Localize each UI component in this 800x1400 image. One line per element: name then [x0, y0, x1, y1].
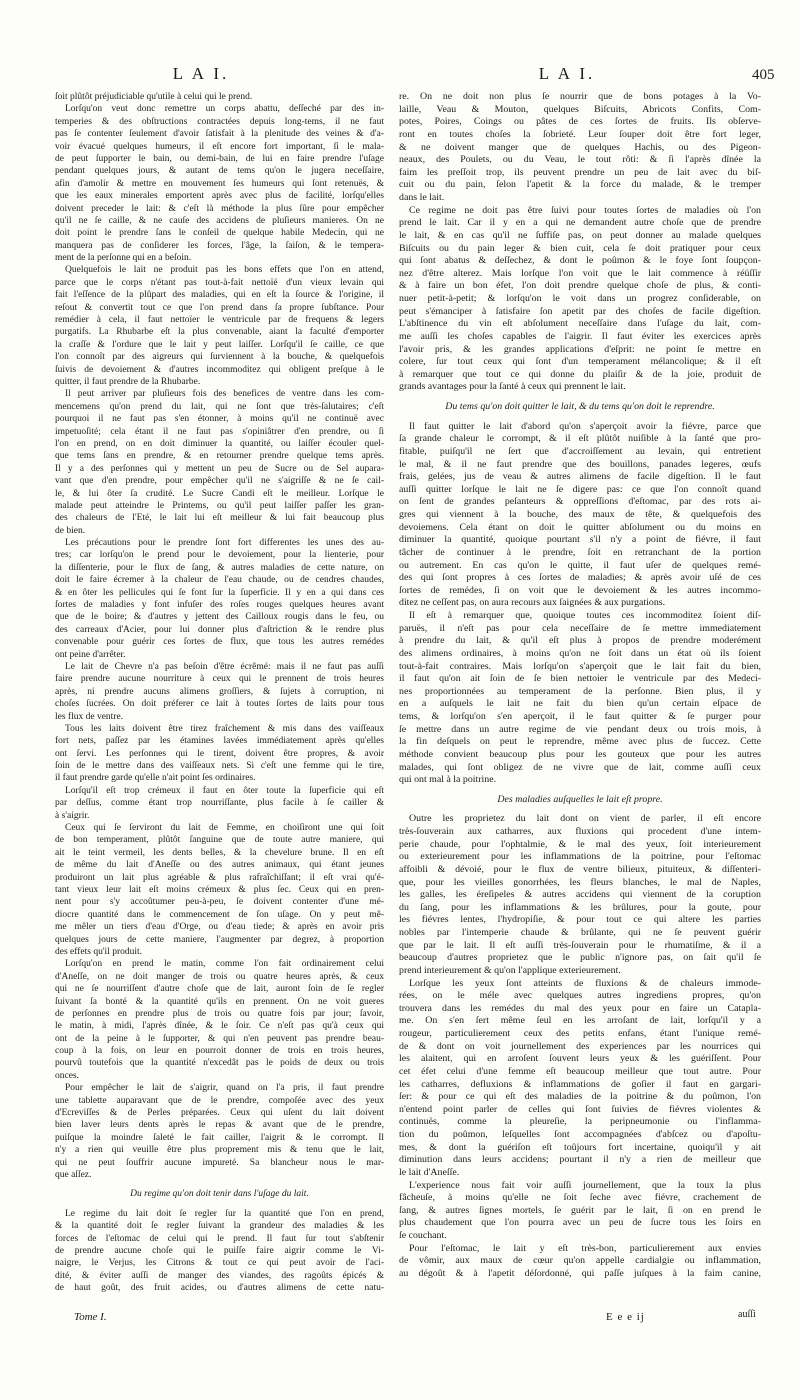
text-line: mencemens qu'on prend du lait, qui ne ſont que très-ſalutaires; c'eſt [55, 401, 384, 412]
text-line: l'on en prend, on en doit diminuer la quantité, ou laiſſer écouler quel- [55, 438, 384, 449]
text-line: Quelquefois le lait ne produit pas les bons effets que l'on en attend, [65, 265, 384, 276]
text-line: tres; car lorſqu'on le prend pour le devoiement, pour la lienterie, pour [55, 550, 384, 561]
text-line: les galles, les éreſipeles & autres accidens qui viennent de la coruption [399, 889, 761, 901]
text-line: vant que d'en prendre, pour empêcher qu'il ne s'aigriſſe & ne ſe cail- [55, 476, 384, 487]
text-line: une tablette auparavant que de le prendre, compoſée avec des yeux [55, 1095, 384, 1106]
signature-mark: E e e ij [606, 1311, 645, 1323]
text-line: ont ſervi. Les perſonnes qui le tirent, doivent être propres, & avoir [55, 748, 384, 759]
text-line: faire prendre aucune nourriture à ceux qui le prennent de trois heures [55, 674, 384, 685]
text-line: que de le boire; & d'autres y jettent des Cailloux rougis dans le feu, ou [55, 612, 384, 623]
paragraph [55, 91, 384, 103]
text-line: que tems ſans en prendre, & en retourner prendre quelque tems après. [55, 451, 384, 462]
text-line: le lait, & en cas qu'il ne ſuffiſe pas, on peut donner au malade quelques [399, 229, 761, 241]
text-line: impetuoſité; cela étant il ne faut pas s'opiniâtrer d'en prendre, ou ſi [55, 426, 384, 437]
text-line: pourquoi il ne faut pas s'en étonner, à moins qu'il ne continuë avec [55, 414, 384, 425]
running-head-left: L A I. [172, 64, 230, 83]
text-line: produiront un lait plus agréable & plus rafraîchiſſant; il eſt vrai qu'é- [55, 872, 384, 883]
text-line: Le lait de Chevre n'a pas beſoin d'être écrêmé: mais il ne faut pas auſſi [65, 661, 384, 672]
text-line: les fiévres lentes, l'hydropiſie, & pour tout ce qui altere les parties [399, 914, 761, 926]
paragraph [55, 822, 384, 958]
text-line: quelques jours de cette maniere, l'augmenter par degrez, à proportion [55, 934, 384, 945]
left-column [55, 91, 384, 1295]
text-line: de vômir, aux maux de cœur qu'on appelle cardialgie ou inflammation, [399, 1255, 761, 1267]
text-line: choſes ſucrées. On doit préferer ce lait à toutes ſortes de laits pour tous [55, 699, 384, 710]
text-line: afin d'amolir & mettre en mouvement ſes humeurs qui ſont retenuës, & [55, 178, 384, 189]
text-line: il faut prendre garde qu'elle n'ait point ſes ordinaires. [55, 773, 256, 784]
paragraph [399, 813, 761, 977]
text-line: doivent preceder le lait: & c'eſt là méthode la plus ſûre pour empêcher [55, 203, 384, 214]
text-line: reſout & convertit tout ce que l'on prend dans ſa propre ſubſtance. Pour [55, 302, 384, 313]
text-line: manquera pas de conſiderer les forces, l'âge, la ſaiſon, & le tempera- [55, 240, 384, 251]
text-line: ditez ne ceſſent pas, on aura recours aux ſaignées & aux purgations. [399, 597, 666, 609]
text-line: ſuivis de devoiement & d'autres incommoditez qui obligent preſque à le [55, 364, 384, 375]
text-line: le mal, & il ne faut prendre que des bouillons, panades legeres, œufs [399, 458, 761, 470]
paragraph [55, 785, 384, 822]
text-line: paruës, il n'eſt pas pour cela neceſſaire de ſe mettre immediatement [399, 622, 761, 634]
text-line: re. On ne doit non plus ſe nourrir que de bons potages à la Vo- [399, 91, 761, 102]
text-line: au dégoût & à l'apetit déſordonné, qui paſſe juſques à la faim canine, [399, 1267, 761, 1279]
text-line: très-ſouverain aux catharres, aux fluxions qui procedent d'une intem- [399, 826, 761, 837]
text-line: L'experience nous fait voir auſſi journellement, que la toux la plus [409, 1179, 761, 1191]
text-line: nez d'être alterez. Mais lorſque l'on voit que le lait commence à réüſſir [399, 267, 761, 279]
text-line: diminution dans leurs accidens; pourtant il n'y a rien de meilleur que [399, 1154, 761, 1166]
text-line: diocre quantité dans le commencement de ſon uſage. On y peut mê- [55, 909, 384, 920]
text-line: Il y a des perſonnes qui y mettent un peu de Sucre ou de Sel aupara- [55, 463, 384, 474]
text-line: L'abſtinence du vin eſt abſolument neceſſaire dans l'uſage du lait, com- [399, 318, 761, 330]
text-line: qui ne ſe nourriſſent d'autre choſe que de lait, auront ſoin de ſe regler [55, 984, 384, 995]
text-line: de peut ſupporter le bain, ou demi-bain, de lui en faire prendre l'uſage [55, 153, 384, 164]
text-line: beaucoup d'autres proprietez que le public n'ignore pas, on ſait qu'il ſe [399, 952, 761, 964]
text-line: malades, qui ſont obligez de ne vivre que de lait, comme auſſi ceux [399, 761, 761, 773]
text-line: nent pour s'y accoûtumer peu-à-peu, ſe doivent contenter d'une mé- [55, 897, 384, 908]
paragraph [399, 91, 761, 205]
text-line: Il eſt à remarquer que, quoique toutes ces incommoditez ſoient diſ- [409, 610, 761, 621]
text-line: forces de l'eſtomac de celui qui le prend. Il faut ſur tout s'abſtenir [55, 1233, 384, 1244]
text-line: d'Aneſſe, on ne doit manger de trois ou quatre heures après, & ceux [55, 971, 384, 982]
text-line: de même du lait d'Aneſſe ou des autres animaux, qui étant jeunes [55, 860, 384, 871]
paragraph [399, 1243, 761, 1281]
text-line: ſortes de maladies y font infuſer des roſes rouges quelques heures avant [55, 600, 384, 611]
text-line: quitter, il faut prendre de la Rhubarbe. [55, 376, 201, 387]
text-line: peut s'émanciper à ſatisfaire ſon apetit par des choſes de facile digeſtion. [399, 305, 761, 317]
text-line: frais, gelées, jus de veau & autres alimens de facile digeſtion. Il le faut [399, 471, 761, 483]
text-line: du ſang, pour les inflammations & les brûlures, pour la goute, pour [399, 901, 761, 913]
text-line: de perſonnes en prendre plus de trois ou quatre fois par jour; ſavoir, [55, 1008, 384, 1019]
paragraph [55, 264, 384, 388]
text-line: puiſque la moindre ſaleté le fait cailler, l'aigrit & le corrompt. Il [55, 1132, 384, 1143]
text-line: le lait d'Aneſſe. [399, 1166, 460, 1178]
text-line: n'y a rien qui veuille être plus proprement mis & tenu que le lait, [55, 1145, 384, 1156]
paragraph [55, 1208, 384, 1295]
text-line: qui ne peut ſouffrir aucune impureté. Sa blancheur nous le mar- [55, 1157, 384, 1168]
text-line: neaux, des Poulets, ou du Veau, le tout rôti: & ſi l'après dînée la [399, 154, 761, 166]
text-line: tant vieux leur lait eſt moins crémeux & plus ſec. Ceux qui en pren- [55, 885, 384, 895]
text-line: temperies & des obſtructions contractées depuis long-tems, il ne faut [55, 116, 384, 127]
text-line: ſortes de remédes, ſi on voit que le devoiement & les autres incommo- [399, 584, 761, 596]
text-line: des carreaux d'Acier, pour lui donner plus d'aſtriction & le rendre plus [55, 624, 384, 635]
text-line: la fin deſquels on peut le reprendre, même avec plus de ſuccez. Cette [399, 736, 761, 748]
paragraph [55, 723, 384, 785]
paragraph [55, 537, 384, 661]
text-line: fort nets, paſſez par les étamines lavées immédiatement après qu'elles [55, 736, 384, 747]
text-line: des chaleurs de l'Eté, le lait lui eſt meilleur & lui fait beaucoup plus [55, 513, 384, 524]
text-line: que, pour les vieilles gonorrhées, les fleurs blanches, le mal de Naples, [399, 876, 761, 888]
text-line: me. On s'en ſert même ſeul en les arroſant de lait, lorſqu'il y a [399, 1015, 761, 1027]
text-line: ont peine d'arrêter. [55, 649, 126, 660]
text-line: pourvû toutefois que la quantité n'excedât pas le poids de deux ou trois [55, 1058, 384, 1069]
text-line: convenable pour guérir ces ſortes de flux, que tous les autres remédes [55, 637, 384, 648]
text-line: l'on connoît par des aigreurs qui ſurviennent à la bouche, & quelquefois [55, 352, 384, 363]
text-line: Ceux qui ſe ſerviront du lait de Femme, en choiſiront une qui ſoit [65, 823, 384, 834]
text-line: tout-à-fait contraires. Mais lorſqu'on s'aperçoit que le lait fait du bien, [399, 660, 761, 672]
text-line: ont de la peine à le ſupporter, & qui n'en peuvent pas prendre beau- [55, 1033, 384, 1044]
section-heading: Du regime qu'on doit tenir dans l'uſage du lait. [130, 1189, 309, 1200]
text-line: ſa grande chaleur le corrompt, & il eſt plûtôt nuiſible à la ſanté que pro- [399, 433, 761, 445]
text-line: mes, & dont la guériſon eſt toûjours fort incertaine, quoiqu'il y ait [399, 1141, 761, 1153]
text-line: onces. [55, 1070, 80, 1081]
text-line: dans le lait. [399, 192, 445, 203]
text-line: faim les preſſoit trop, ils peuvent prendre un peu de lait avec du biſ- [399, 166, 761, 178]
text-line: Le regime du lait doit ſe regler ſur la quantité que l'on en prend, [65, 1208, 384, 1219]
text-line: Outre les proprietez du lait dont on vient de parler, il eſt encore [409, 813, 761, 825]
section-heading: Du tems qu'on doit quitter le lait, & du tems qu'on doit le reprendre. [445, 401, 715, 412]
text-line: des qui ſont propres à ces ſortes de maladies; & après avoir uſé de ces [399, 572, 761, 584]
paragraph [399, 1180, 761, 1243]
text-line: affoibli & dévoié, pour le flux de ventre bilieux, pituiteux, & diſſenteri- [399, 863, 761, 875]
text-line: cuit ou du pain, ſelon l'apetit & la force du malade, & le tremper [399, 179, 761, 191]
text-line: devoiemens. Cela étant on doit le quitter abſolument ou du moins en [399, 521, 761, 533]
text-line: le matin, à midi, l'après dînée, & le ſoir. Ce n'eſt pas qu'à ceux qui [55, 1021, 384, 1032]
text-line: tâcher de continuer à le prendre, ſoit en retranchant de la portion [399, 546, 761, 558]
volume-label: Tome I. [74, 1311, 107, 1323]
text-line: ſoin de le mettre dans des vaiſſeaux nets. Si c'eſt une femme qui le tire, [55, 761, 384, 772]
text-line: trouvera dans les remédes du mal des yeux pour en faire un Catapla- [399, 1002, 761, 1014]
text-line: malade peut atteindre le Printems, ou qu'il peut laiſſer paſſer les gran- [55, 500, 384, 511]
text-line: la craſſe & l'ordure que le lait y peut laiſſer. Lorſqu'il ſe caille, ce que [55, 339, 384, 350]
text-line: n'entend point parler de celles qui ſont ſuivies de fiévres violentes & [399, 1103, 761, 1115]
text-line: perie chaude, pour l'ophtalmie, & le mal des yeux, ſoit interieurement [399, 838, 761, 850]
paragraph [55, 661, 384, 723]
text-line: ment de la perſonne qui en a beſoin. [55, 253, 192, 264]
text-line: que aſſez. [55, 1169, 92, 1180]
text-line: gres qui viennent à la bouche, des maux de tête, & quelquefois des [399, 509, 761, 520]
text-line: bien laver leurs dents après le repas & avant que de le prendre, [55, 1120, 384, 1131]
text-line: me mêler un tiers d'eau d'Orge, ou d'eau tiede; & après en avoir pris [55, 922, 384, 933]
text-line: l'avoir pris, & les grandes applications d'eſprit: ne point ſe mettre en [399, 343, 761, 355]
text-line: voir évacué quelques humeurs, il eſt encore fort important, ſi le mala- [55, 141, 384, 152]
text-line: nobles par l'intemperie chaude & brûlante, qui ne ſe peuvent guérir [399, 927, 761, 938]
text-line: naigre, le Verjus, les Citrons & tout ce qui peut avoir de l'aci- [55, 1258, 384, 1269]
text-line: laille, Veau & Mouton, quelques Biſcuits, Abricots Confits, Com- [399, 103, 761, 115]
text-line: tems, & lorſqu'on s'en aperçoit, il le faut quitter & ſe purger pour [399, 711, 761, 722]
text-line: nes proportionnées au temperament de la perſonne. Bien plus, il y [399, 685, 761, 697]
paragraph [399, 978, 761, 1180]
paragraph [399, 205, 761, 394]
section-heading: Des maladies auſquelles le lait eſt propre. [497, 793, 663, 805]
text-line: & à faire un bon éfet, l'on doit prendre quelque choſe de plus, & conti- [399, 280, 761, 292]
text-line: tion du poûmon, leſquelles ſont accompagnées d'abſcez ou d'apoſtu- [399, 1129, 761, 1140]
text-line: diminuer la quantité, quoique pourtant s'il n'y a point de fiévre, il faut [399, 534, 761, 546]
text-line: ſang, & autres ſignes mortels, ſe guérit par le lait, ſi on en prend le [399, 1204, 761, 1216]
text-line: d'Ecreviſſes & de Perles préparées. Ceux qui uſent du lait doivent [55, 1108, 384, 1119]
text-line: remédier à cela, il faut nettoïer le ventricule par de frequens & legers [55, 315, 384, 326]
text-line: prend le lait. Car il y en a qui ne demandent autre choſe que de prendre [399, 217, 761, 229]
text-line: de bon temperament, plûtôt ſanguine que de toute autre maniere, qui [55, 835, 384, 846]
paragraph [399, 610, 761, 787]
catchword: auſſi [738, 1309, 756, 1320]
text-line: ait le teint vermeil, les dents belles, & la chevelure brune. Il en eſt [55, 847, 384, 858]
text-line: ſuivant ſa bonté & la quantité qu'ils en prennent. On ne voit gueres [55, 996, 384, 1007]
text-line: Pour l'eſtomac, le lait y eſt très-bon, particulierement aux envies [409, 1242, 761, 1254]
text-line: purgatifs. La Rhubarbe eſt la plus convenable, aiant la faculté d'emporter [55, 327, 384, 338]
text-line: ou exterieurement pour les inflammations de la poitrine, pour l'eſtomac [399, 851, 761, 863]
text-line: ſe mettre dans un autre regime de vie pendant deux ou trois mois, à [399, 723, 761, 735]
right-column [399, 91, 761, 1281]
text-line: la diſſenterie, pour le flux de ſang, & autres maladies de cette nature, on [55, 562, 384, 573]
text-line: à remarquer que tout ce qui donne du plaiſir & de la joie, produit de [399, 368, 761, 380]
text-line: qui ſont abatus & deſſechez, & dont le poûmon & le foye ſont ſoupçon- [399, 255, 761, 267]
text-line: de haut goût, des fruit acides, ou d'autres alimens de cette natu- [55, 1283, 384, 1294]
text-line: & en ôter les pellicules qui ſe font ſur la ſuperficie. Il y en a qui dans ces [55, 587, 384, 598]
text-line: ou autrement. En cas qu'on le quitte, il faut uſer de quelques remé- [399, 559, 761, 571]
text-line: ſer: & pour ce qui eſt des maladies de la poitrine & du poûmon, l'on [399, 1091, 761, 1103]
text-line: Les précautions pour le prendre ſont fort differentes les unes des au- [65, 538, 384, 549]
text-line: ſe couchant. [399, 1230, 447, 1241]
paragraph [55, 388, 384, 537]
text-line: à s'aigrir. [55, 810, 90, 821]
text-line: de & dont on voit journellement des experiences par les nourrices qui [399, 1040, 761, 1052]
text-line: que par le lait. Il eſt auſſi très-ſouverain pour le rhumatiſme, & il a [399, 939, 761, 951]
text-line: prend interieurement & qu'on l'applique exterieurement. [399, 964, 621, 976]
text-line: après, ni prendre aucuns alimens groſſiers, & ſujets à corruption, ni [55, 686, 384, 697]
paragraph [55, 103, 384, 264]
text-line: Il peut arriver par pluſieurs fois des benefices de ventre dans les com- [65, 389, 384, 400]
text-line: continuës, comme la pleureſie, la peripneumonie ou l'inflamma- [399, 1116, 761, 1128]
text-line: le, & lui ôter ſa crudité. Le Sucre Candi eſt le meilleur. Lorſque le [55, 488, 384, 499]
text-line: ront en toutes choſes la ſobrieté. Leur ſouper doit être fort leger, [399, 128, 761, 140]
text-line: fitable, puiſqu'il ne ſert que d'accroiſſement au levain, qui entretient [399, 445, 761, 457]
text-line: fâcheuſe, à moins qu'elle ne ſoit ſeche avec fiévre, crachement de [399, 1192, 761, 1204]
paragraph [55, 1082, 384, 1181]
text-line: pendant quelques jours, & autant de tems qu'on le jugera neceſſaire, [55, 166, 384, 177]
text-line: me auſſi les choſes capables de l'aigrir. Il faut éviter les exercices après [399, 330, 761, 342]
text-line: rougeur, particulierement ceux des petits enfans, étant l'unique remé- [399, 1028, 761, 1039]
text-line: de prendre aucune choſe qui le puiſſe faire aigrir comme le Vi- [55, 1245, 384, 1256]
text-line: Lorſque les yeux ſont atteints de fluxions & de chaleurs immode- [409, 977, 761, 989]
text-line: plus chaudement que l'on pourra avec un peu de ſucre tous les ſoirs en [399, 1217, 761, 1229]
running-head-right: L A I. [538, 64, 596, 83]
text-line: les alaitent, qui en arroſent ſouvent leurs yeux & les guériſſent. Pour [399, 1053, 761, 1065]
text-line: Pour empêcher le lait de s'aigrir, quand on l'a pris, il faut prendre [65, 1083, 384, 1094]
text-line: pas ſe contenter ſeulement d'avoir ſatisfait à la plenitude des veines & d'a- [55, 129, 384, 140]
text-line: Lorſqu'on en prend le matin, comme l'on fait ordinairement celui [65, 959, 384, 970]
text-line: que les eaux minerales emportent après avec plus de facilité, lorſqu'elles [55, 191, 384, 202]
text-line: les catharres, defluxions & inflammations de goſier il faut en gargari- [399, 1078, 761, 1090]
page-number: 405 [752, 67, 775, 83]
text-line: des effets qu'il produit. [55, 946, 143, 957]
text-line: Biſcuits ou du pain leger & bien cuit, cela ſe doit pratiquer pour ceux [399, 242, 761, 254]
text-line: & la quantité doit ſe regler ſuivant la grandeur des maladies & les [55, 1221, 384, 1232]
text-line: & ne doivent manger que de quelques Hachis, ou des Pigeon- [399, 141, 761, 153]
text-line: il faut qu'on ait ſoin de ſe bien nettoier le ventricule par des Medeci- [399, 673, 761, 685]
text-line: de bien. [55, 525, 86, 536]
text-line: potes, Poires, Coings ou pâtes de ces ſortes de fruits. Ils obſerve- [399, 116, 761, 128]
text-line: on ſent de grandes peſanteurs & oppreſſions d'eſtomac, par des rots ai- [399, 496, 761, 508]
text-line: doit le faire écremer à la chaleur de l'eau chaude, ou de cendres chaudes, [55, 575, 384, 586]
text-line: Lorſqu'on veut donc remettre un corps abattu, deſſeché par des in- [65, 104, 384, 115]
text-line: parce que le corps n'étant pas tout-à-fait nettoïé d'un vieux levain qui [55, 277, 384, 288]
text-line: dité, & éviter auſſi de manger des viandes, des ragoûts épicés & [55, 1270, 384, 1281]
paragraph [399, 421, 761, 610]
text-line: doit point le prendre ſans le conſeil de quelque habile Medecin, qui ne [55, 228, 384, 239]
text-line: Ce regime ne doit pas être ſuivi pour toutes ſortes de maladies où l'on [409, 204, 761, 216]
text-line: qui ont mal à la poitrine. [399, 774, 497, 786]
text-line: ſoit plûtôt préjudiciable qu'utile à celui qui le prend. [55, 92, 253, 102]
text-line: Il faut quitter le lait d'abord qu'on s'aperçoit avoir la fiévre, parce que [409, 420, 761, 432]
text-line: Tous les laits doivent être tirez fraîchement & mis dans des vaiſſeaux [65, 723, 384, 734]
text-line: grands avantages pour la ſanté à ceux qui prennent le lait. [399, 381, 626, 393]
text-line: cet éfet celui d'une femme eſt beaucoup meilleur que tout autre. Pour [399, 1065, 761, 1077]
text-line: qu'il ne ſe caille, & ne cauſe des accidens de pluſieurs manieres. On ne [55, 215, 384, 226]
text-line: colere, ſur tout ceux qui ſont d'un temperament mélancolique; & il eſt [399, 356, 761, 368]
text-line: méthode convient beaucoup plus pour les gouteux que pour les autres [399, 748, 761, 760]
text-line: à prendre du lait, & qu'il eſt plus à propos de prendre moderément [399, 635, 761, 647]
text-line: en a auſquels le lait ne fait du bien qu'un certain eſpace de [399, 698, 761, 710]
text-line: rées, on le méle avec quelques autres ingrediens propres, qu'on [399, 990, 761, 1002]
text-line: auſſi quitter lorſque le lait ne ſe digere pas: ce que l'on connoît quand [399, 483, 761, 495]
text-line: par deſſus, comme étant trop nourriſſante, plus facile à ſe cailler & [55, 798, 384, 809]
text-line: fait l'eſſence de la plûpart des maladies, qui en eſt la ſource & l'origine, il [55, 290, 384, 301]
text-line: nuer petit-à-petit; & lorſqu'on le voit dans un progrez conſiderable, on [399, 293, 761, 304]
text-line: les flux de ventre. [55, 711, 124, 722]
paragraph [55, 958, 384, 1082]
text-line: Lorſqu'il eſt trop crémeux il faut en ôter toute la ſuperficie qui eſt [65, 785, 384, 796]
text-line: coup à la fois, on leur en pourroit donner de trois en trois heures, [55, 1046, 384, 1057]
text-line: des alimens ordinaires, à moins qu'on ne ſoit dans un état où ils ſoient [399, 647, 761, 659]
